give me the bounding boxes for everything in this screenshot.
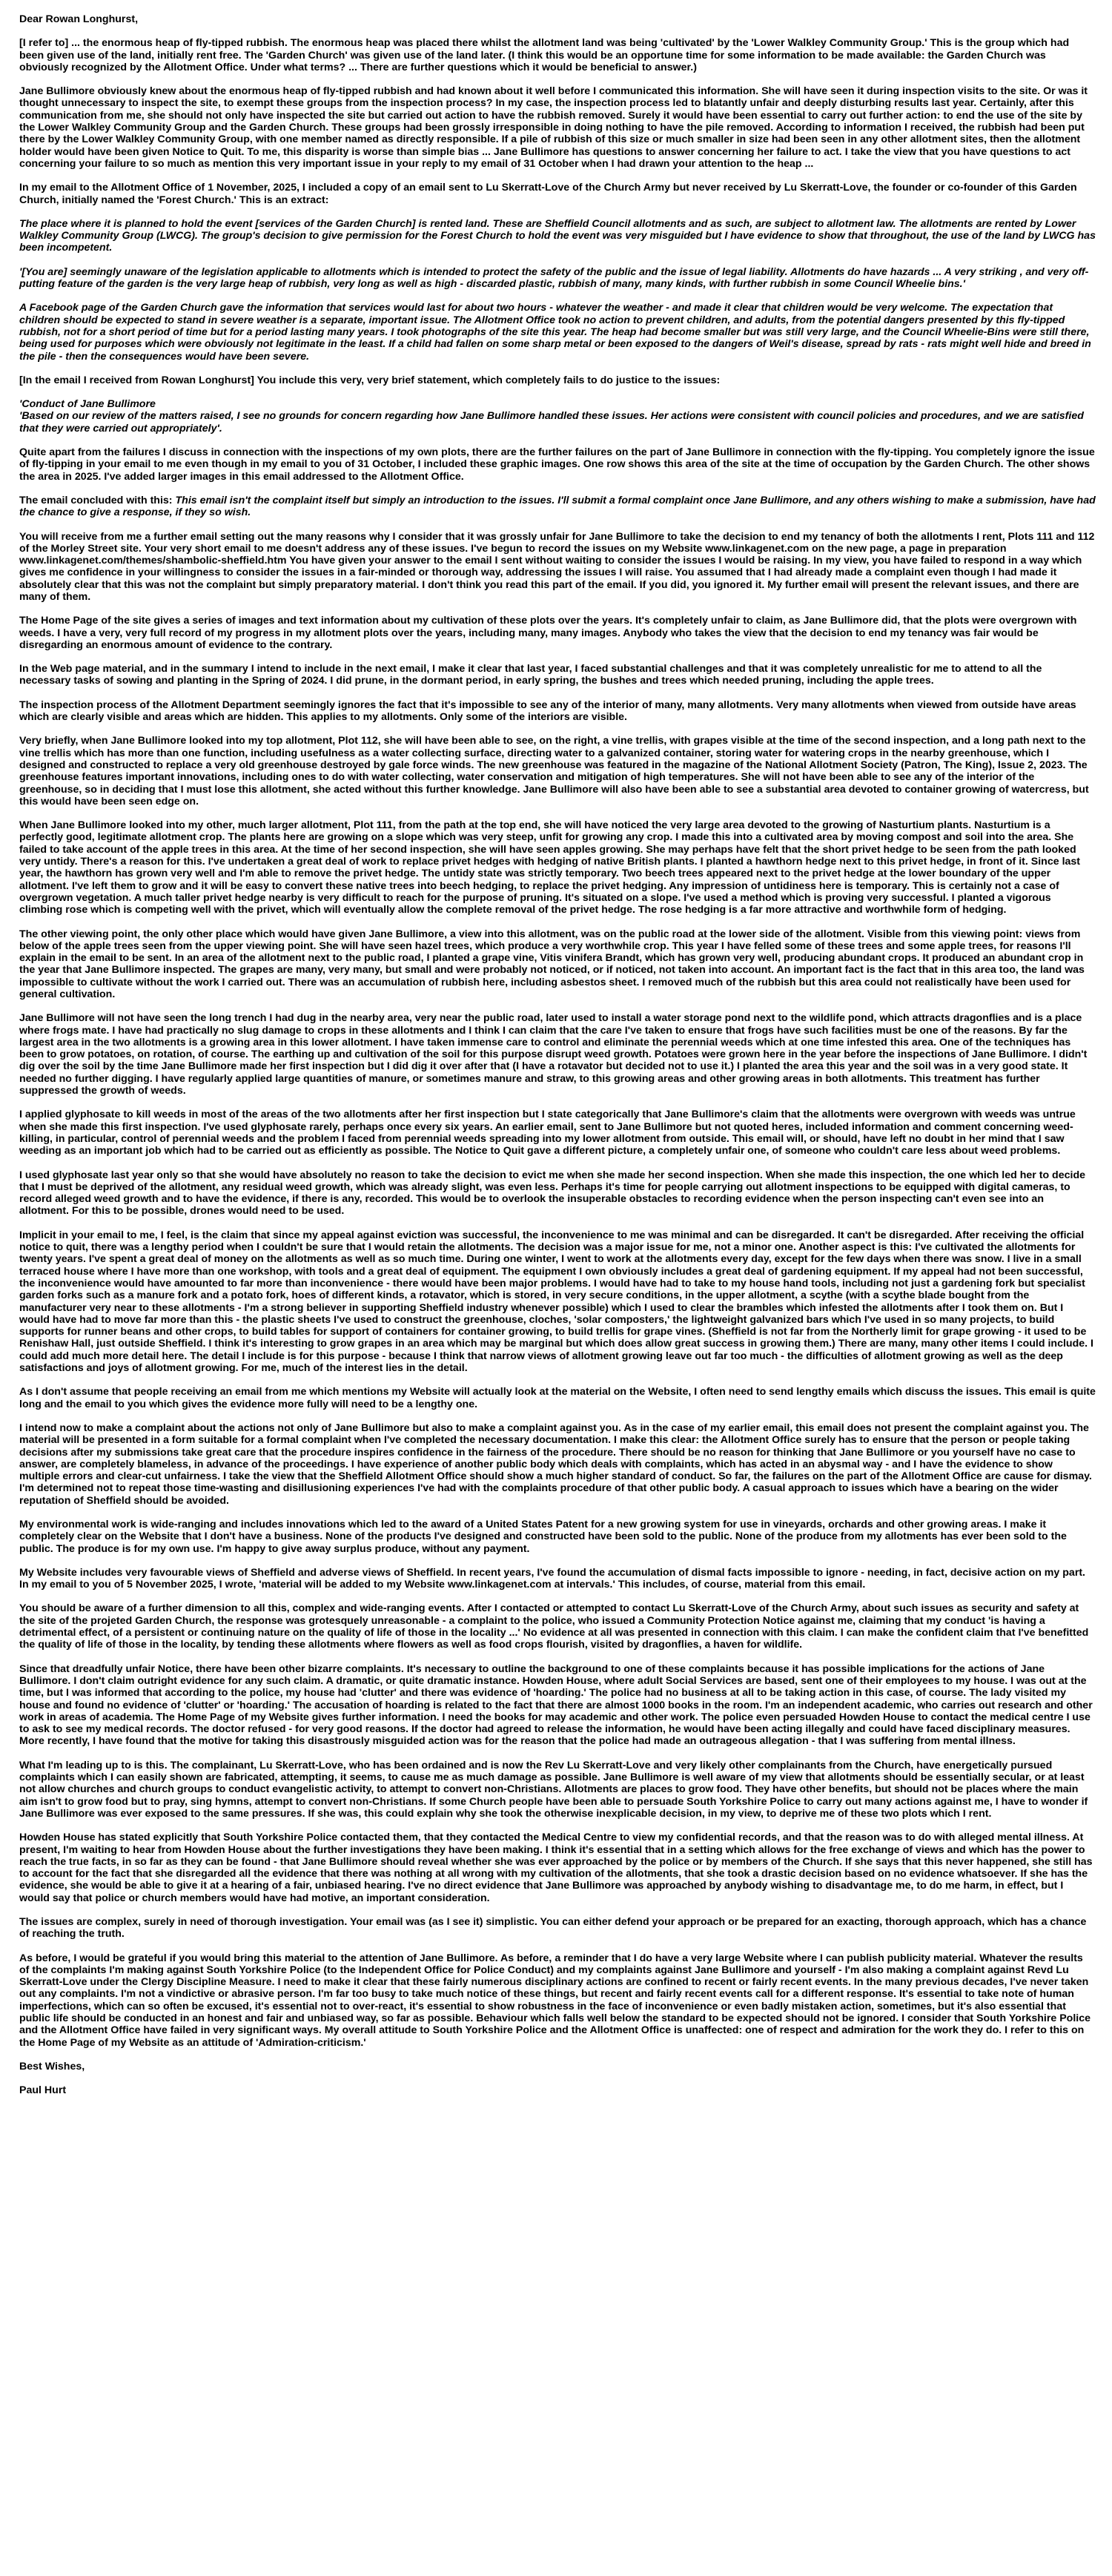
paragraph (19, 663, 1096, 687)
paragraph-text: 'Based on our review of the matters raised, I see no grounds for concern regarding how Jane Bullimore handled these issues. Her actions were consistent with council policies and procedures, and we are satisfied that they were carried out appropriately'. (19, 410, 1084, 435)
paragraph (19, 1422, 1096, 1507)
paragraph-text: As I don't assume that people receiving an email from me which mentions my Website will actually look at the material on the Website, I often need to send lengthy emails which discuss the issues. This email is quite long and the email to you which gives the evidence more fully will need to be a lengthy one. (19, 1386, 1096, 1410)
paragraph-text: I intend now to make a complaint about the actions not only of Jane Bullimore but also to make a complaint against you. As in the case of my earlier email, this email does not present the complaint against you. The material will be presented in a form suitable for a formal complaint when I've completed the necessary documentation. I make this clear: the Allotment Office surely has to ensure that the person or people taking decisions after my submissions take great care that the procedure inspires confidence in the fairness of the procedure. There should be no reason for thinking that Jane Bullimore or you yourself have no case to answer, are completely blameless, in advance of the proceedings. I have experience of another public body which deals with complaints, which has acted in an abysmal way - and I have the evidence to show multiple errors and clear-cut unfairness. I take the view that the Sheffield Allotment Office should show a much higher standard of conduct. So far, the failures on the part of the Allotment Office are cause for dismay. I'm determined not to repeat those time-wasting and disillusioning experiences I've had with the complaints procedure of that other public body. A casual approach to issues which have a bearing on the wider reputation of Sheffield should be avoided. (19, 1421, 1092, 1507)
paragraph-text: Howden House has stated explicitly that South Yorkshire Police contacted them, that they contacted the Medical Centre to view my confidential records, and that the reason was to do with alleged mental illness. At present, I'm waiting to hear from Howden House about the further investigations they have been making. I think it's essential that in a setting which allows for the free exchange of views and which has the power to reach the true facts, in so far as they can be found - that Jane Bullimore should reveal whether she was ever approached by the police or by members of the Church. If she says that this never happened, she still has to account for the fact that she disregarded all the evidence that there was nothing at all wrong with my cultivation of the allotments, that she took a drastic decision based on no evidence whatsoever. If she has the evidence, she would be able to give it at a hearing of a fair, unbiased hearing. I've no direct evidence that Jane Bullimore was approached by anybody wishing to disadvantage me, to do me harm, in effect, but I would say that police or church members would have had motive, an important consideration. (19, 1832, 1093, 1904)
paragraph (19, 302, 1096, 362)
paragraph (19, 1169, 1096, 1218)
paragraph-text: The inspection process of the Allotment Department seemingly ignores the fact that it's impossible to see any of the interior of many, many allotments. Very many allotments when viewed from outside have areas which are clearly visible and areas which are hidden. This applies to my allotments. Only some of the interiors are visible. (19, 699, 1076, 724)
paragraph (19, 615, 1096, 651)
paragraph (19, 1663, 1096, 1748)
paragraph-text: [In the email I received from Rowan Longhurst] You include this very, very brief statement, which completely fails to do justice to the issues: (19, 374, 721, 386)
paragraph-text: I used glyphosate last year only so that she would have absolutely no reason to take the decision to evict me when she made her second inspection. When she made this inspection, the one which led her to decide that I must be deprived of the allotment, any residual weed growth, which was already slight, was even less. Perhaps it's time for people carrying out allotment inspections to be equipped with digital cameras, to record alleged weed growth and to have the evidence, if there is any, recorded. This would be to overlook the insuperable obstacles to recording evidence when the person inspecting can't even see into an allotment. For this to be possible, drones would need to be used. (19, 1169, 1085, 1218)
paragraph (19, 37, 1096, 73)
paragraph-text: [I refer to] ... the enormous heap of fly-tipped rubbish. The enormous heap was placed there whilst the allotment land was being 'cultivated' by the 'Lower Walkley Community Group.' This is the group which had been given use of the land, initially rent free. The 'Garden Church' was given use of the land later. (I think this would be an opportune time for some information to be made available: the Garden Church was obviously recognized by the Allotment Office. Under what terms? ... There are further questions which it would be beneficial to answer.) (19, 37, 1070, 73)
paragraph-text: '[You are] seemingly unaware of the legislation applicable to allotments which is intended to protect the safety of the public and the issue of legal liability. Allotments do have hazards ... A very striking , and very off-putting feature of the garden is the very large heap of rubbish, very long as well as high - discarded plastic, rubbish of many, many kinds, with further rubbish in some Council Wheelie bins.' (19, 265, 1089, 291)
paragraph-text: You should be aware of a further dimension to all this, complex and wide-ranging events. After I contacted or attempted to contact Lu Skerratt-Love of the Church Army, about such issues as security and safety at the site of the projeted Garden Church, the response was grotesquely unreasonable - a complaint to the police, who issued a Community Protection Notice against me, claiming that my conduct 'is having a detrimental effect, of a persistent or continuing nature on the quality of life of those in the locality ...' No evidence at all was presented in connection with this claim. I can make the confident claim that I've benefitted the quality of life of those in the locality, by tending these allotments where flowers as well as food crops flourish, visited by dragonflies, a haven for wildlife. (19, 1602, 1089, 1651)
paragraph-text: Implicit in your email to me, I feel, is the claim that since my appeal against eviction was successful, the inconvenience to me was minimal and can be disregarded. It can't be disregarded. After receiving the official notice to quit, there was a lengthy period when I couldn't be sure that I would retain the allotments. The decision was a major issue for me, not a minor one. Another aspect is this: I've cultivated the allotments for twenty years. I've spent a great deal of money on the allotments as well as so much time. During one winter, I went to work at the allotments every day, except for the few days when there was snow. I live in a small terraced house where I have more than one workshop, with tools and a great deal of equipment. The equipment I own obviously includes a great deal of gardening equipment. If my appeal had not been successful, the inconvenience would have amounted to far more than inconvenience - there would have been major problems. I would have had to take to my house hand tools, including not just a gardening fork but specialist garden forks such as a manure fork and a potato fork, hoes of different kinds, a rotavator, which is stored, in very secure conditions, in the upper allotment, a scythe (with a scythe blade bought from the manufacturer very near to these allotments - I'm a strong believer in supporting Sheffield industry whenever possible) which I used to clear the brambles which infested the allotments after I took them on. But I would have had to move far more than this - the plastic sheets I've used to construct the greenhouse, cloches, 'solar composters,' the lightweight galvanized bars which I've used in so many projects, to build supports for runner beans and other crops, to build tables for support of containers for container growing, to build trellis for grape vines. (Sheffield is not far from the Northerly limit for grape growing - it used to be Renishaw Hall, just outside Sheffield. I think it's interesting to grow grapes in an area which may be marginal but which does allow great success in growing them.) There are many, many other items I could include. I could add much more detail here. The detail I include is for this purpose - because I think that narrow views of allotment growing leave out far too much - the difficulties of allotment growing as well as the deep satisfactions and joys of allotment growing. For me, much of the interest lies in the detail. (19, 1229, 1093, 1375)
paragraph-text: What I'm leading up to is this. The complainant, Lu Skerratt-Love, who has been ordained and is now the Rev Lu Skerratt-Love and very likely other complainants from the Church, have energetically pursued complaints which I can easily shown are fabricated, attempting, it seems, to cause me as much damage as possible. Jane Bullimore is well aware of my view that allotments should be essentially secular, or at least not allow churches and church groups to conduct evangelistic activity, to attempt to convert non-Christians. Allotments are places to grow food. They have other benefits, but should not be places where the main aim isn't to grow food but to pray, sing hymns, attempt to convert non-Christians. If some Church people have been able to persuade South Yorkshire Police to carry out many actions against me, I have to wonder if Jane Bullimore was ever exposed to the same pressures. If she was, this could explain why she took the otherwise inexplicable decision, in my view, to deprive me of these two plots which I rent. (19, 1759, 1088, 1820)
paragraph-text: A Facebook page of the Garden Church gave the information that services would last for about two hours - whatever the weather - and made it clear that children would be very welcome. The expectation that children should be expected to stand in severe weather is a separate, important issue. The Allotment Office took no action to prevent children, and adults, from the potential dangers presented by this fly-tipped rubbish, not for a short period of time but for a period lasting many years. I took photographs of the site this year. The heap had become smaller but was still very large, and the Council Wheelie-Bins were still there, being used for purposes which were obviously not legitimate in the least. If a child had fallen on some sharp metal or been exposed to the dangers of Weil's disease, spread by rats - rats might well hide and breed in the pile - then the consequences would have been severe. (19, 302, 1091, 363)
paragraph (19, 531, 1096, 604)
paragraph-text: When Jane Bullimore looked into my other, much larger allotment, Plot 111, from the path at the top end, she will have noticed the very large area devoted to the growing of Nasturtium plants. Nasturtium is a perfectly good, legitimate allotment crop. The plants here are growing on a slope which was very steep, unfit for growing any crop. I made this into a cultivated area by moving compost and soil into the area. She failed to take account of the apple trees in this area. At the time of her second inspection, she will have seen apples growing. She may perhaps have felt that the short privet hedge to be seen from the path looked very untidy. There's a reason for this. I've undertaken a great deal of work to replace privet hedges with hedging of native British plants. I planted a hawthorn hedge next to this privet hedge, in front of it. Since last year, the hawthorn has grown very well and I'm able to remove the privet hedge. The untidy state was strictly temporary. Two beech trees appeared next to the privet hedge at the lower boundary of the upper allotment. I've left them to grow and it will be easy to convert these native trees into beech hedging, to replace the privet hedging. Any impression of untidiness here is temporary. This is certainly not a case of overgrown vegetation. A much taller privet hedge nearby is very difficult to reach for the purpose of pruning. It's situated on a slope. I've used a method which is proving very successful. I planted a vigorous climbing rose which is competing well with the privet, which will eventually allow the complete removal of the privet hedge. The rose hedging is a far more attractive and worthwhile form of hedging. (19, 819, 1081, 917)
paragraph (19, 398, 1096, 410)
paragraph (19, 495, 1096, 519)
paragraph (19, 1012, 1096, 1097)
paragraph-italic-text: This email isn't the complaint itself but simply an introduction to the issues. I'll submit a formal complaint once Jane Bullimore, and any others wishing to make a submission, have had the chance to give a response, if they so wish. (19, 494, 1096, 519)
closing: Best Wishes, (19, 2060, 85, 2073)
paragraph-text: My Website includes very favourable views of Sheffield and adverse views of Sheffield. In recent years, I've found the accumulation of dismal facts impossible to ignore - needing, in fact, decisive action on my part. In my email to you of 5 November 2025, I wrote, 'material will be added to my Website www.linkagenet.com at intervals.' This includes, of course, material from this email. (19, 1566, 1086, 1591)
paragraph-text: I applied glyphosate to kill weeds in most of the areas of the two allotments after her first inspection but I state categorically that Jane Bullimore's claim that the allotments were overgrown with weeds was untrue when she made this first inspection. I've used glyphosate rarely, perhaps once every six years. An earlier email, sent to Jane Bullimore but not quoted heres, included information and comment concerning weed-killing, in particular, control of perennial weeds and the problem I faced from perennial weeds spreading into my lower allotment from outside. This email will, or should, have left no doubt in her mind that I saw weeding as an important job which had to be carried out as efficiently as possible. The Notice to Quit gave a different picture, a completely unfair one, of someone who couldn't care less about weed problems. (19, 1109, 1076, 1157)
letter-body (19, 37, 1096, 2049)
paragraph (19, 1519, 1096, 1555)
paragraph (19, 1109, 1096, 1157)
paragraph (19, 218, 1096, 254)
paragraph (19, 374, 1096, 386)
paragraph-text: In the Web page material, and in the summary I intend to include in the next email, I make it clear that last year, I faced substantial challenges and that it was completely unrealistic for me to attend to all the necessary tasks of sowing and planting in the Spring of 2024. I did prune, in the dormant period, in early spring, the bushes and trees which needed pruning, including the apple trees. (19, 663, 1042, 687)
paragraph (19, 819, 1096, 916)
paragraph (19, 1952, 1096, 2049)
paragraph (19, 446, 1096, 483)
paragraph-text: The other viewing point, the only other place which would have given Jane Bullimore, a view into this allotment, was on the public road at the lower side of the allotment. Visible from this viewing point: views from below of the apple trees seen from the upper viewing point. She will have seen hazel trees, which produce a very worthwhile crop. This year I have felled some of these trees and some apple trees, for reasons I'll explain in the email to be sent. In an area of the allotment next to the public road, I planted a grape vine, Vitis vinifera Brandt, which has grown very well, producing abundant crops. It produced an abundant crop in the year that Jane Bullimore inspected. The grapes are many, very many, but small and were probably not noticed, or if noticed, not taken into account. An important fact is the fact that in this area too, the land was impossible to cultivate without the work I carried out. There was an accumulation of rubbish here, including asbestos sheet. I removed much of the rubbish but this area could not realistically have been used for general cultivation. (19, 928, 1085, 1000)
paragraph (19, 699, 1096, 724)
paragraph (19, 85, 1096, 170)
paragraph-text: Jane Bullimore obviously knew about the enormous heap of fly-tipped rubbish and had known about it well before I communicated this information. She will have seen it during inspection visits to the site. Or was it thought unnecessary to inspect the site, to exempt these groups from the inspection process? In my case, the inspection process led to blatantly unfair and deeply disturbing results last year. Certainly, after this communication from me, she should not only have inspected the site but carried out action to have the rubbish removed. Surely it would have been essential to carry out further action: to end the use of the site by the Lower Walkley Community Group and the Garden Church. These groups had been grossly irresponsible in doing nothing to have the pile removed. According to information I received, the rubbish had been put there by the Lower Walkley Community Group, with one member named as directly responsible. If a pile of rubbish of this size or much smaller in size had been seen in any other allotment sites, then the allotment holder would have been given Notice to Quit. To me, this disparity is worse than simple bias ... Jane Bullimore has questions to answer concerning her failure to act. I take the view that you have questions to act concerning your failure to so much as mention this very important issue in your reply to my email of 31 October when I had drawn your attention to the heap ... (19, 85, 1088, 170)
paragraph-text: You will receive from me a further email setting out the many reasons why I consider that it was grossly unfair for Jane Bullimore to take the decision to end my tenancy of both the allotments I rent, Plots 111 and 112 of the Morley Street site. Your very short email to me doesn't address any of these issues. I've begun to record the issues on my Website www.linkagenet.com on the new page, a page in preparation www.linkagenet.com/themes/shambolic-sheffield.htm You have given your answer to the email I sent without waiting to consider the issues I would be raising. In my view, you have failed to respond in a way which gives me confidence in your willingness to consider the issues in a fair-minded or thorough way, addressing the issues I will raise. You assumed that I had already made a complaint even though I had made it absolutely clear that this was not the complaint but simply preparatory material. I don't think you read this part of the email. If you did, you ignored it. My further email will present the relevant issues, and there are many of them. (19, 530, 1095, 603)
paragraph-text: 'Conduct of Jane Bullimore (19, 398, 156, 411)
paragraph-text: The email concluded with this: (19, 494, 176, 506)
paragraph (19, 182, 1096, 206)
paragraph-text: Since that dreadfully unfair Notice, there have been other bizarre complaints. It's necessary to outline the background to one of these complaints because it has possible implications for the actions of Jane Bullimore. I don't claim outright evidence for any such claim. A dramatic, or quite dramatic instance. Howden House, where adult Social Services are based, sent one of their employees to my house. I was out at the time, but I was informed that according to the police, my house had 'clutter' and there was evidence of 'hoarding.' The police had no business at all to be taking action in this case, of course. The lady visited my house and found no evidence of 'clutter' or 'hoarding.' The accusation of hoarding is related to the fact that there are almost 1000 books in the room. I'm an independent academic, who carries out research and other work in areas of academia. The Home Page of my Website gives further information. I need the books for may academic and other work. The police even persuaded Howden House to contact the medical centre I use to ask to see my medical records. The doctor refused - for very good reasons. If the doctor had agreed to release the information, he would have been acting illegally and could have faced disciplinary measures. More recently, I have found that the motive for taking this disastrously misguided action was for the reason that the police had made an outrageous allegation - that I was suffering from mental illness. (19, 1662, 1093, 1748)
paragraph (19, 410, 1096, 435)
paragraph-text: The Home Page of the site gives a series of images and text information about my cultivation of these plots over the years. It's completely unfair to claim, as Jane Bullimore did, that the plots were overgrown with weeds. I have a very, very full record of my progress in my allotment plots over the years, including many, many images. Anybody who takes the view that the decision to end my tenancy was fair would be disregarding an enormous amount of evidence to the contrary. (19, 615, 1077, 651)
paragraph-text: In my email to the Allotment Office of 1 November, 2025, I included a copy of an email sent to Lu Skerratt-Love of the Church Army but never received by Lu Skerratt-Love, the founder or co-founder of this Garden Church, initially named the 'Forest Church.' This is an extract: (19, 182, 1077, 206)
paragraph (19, 1760, 1096, 1820)
paragraph (19, 1832, 1096, 1904)
paragraph-text: The issues are complex, surely in need of thorough investigation. Your email was (as I see it) simplistic. You can either defend your approach or be prepared for an exacting, thorough approach, which has a chance of reaching the truth. (19, 1916, 1087, 1941)
paragraph (19, 1602, 1096, 1651)
paragraph (19, 928, 1096, 1001)
paragraph (19, 266, 1096, 291)
paragraph-text: Very briefly, when Jane Bullimore looked into my top allotment, Plot 112, she will have been able to see, on the right, a vine trellis, with grapes visible at the time of the second inspection, and a long path next to the vine trellis which has more than one function, including usefulness as a water collecting surface, directing water to a galvanized container, storing water for watering crops in the nearby greenhouse, which I designed and constructed to replace a very old greenhouse destroyed by gale force winds. The new greenhouse was featured in the magazine of the National Allotment Society (Patron, The King), Issue 2, 2023. The greenhouse features important innovations, including ones to do with water collecting, water conservation and mitigation of high temperatures. She will not have been able to see any of the interior of the greenhouse, so in deciding that I must lose this allotment, she acted without this further knowledge. Jane Bullimore will also have been able to see a substantial area devoted to container growing of watercress, but this would have been seen edge on. (19, 735, 1089, 808)
paragraph (19, 1916, 1096, 1941)
signature: Paul Hurt (19, 2084, 67, 2097)
paragraph (19, 1229, 1096, 1375)
paragraph (19, 1567, 1096, 1591)
paragraph-text: My environmental work is wide-ranging and includes innovations which led to the award of a United States Patent for a new growing system for use in vineyards, orchards and other growing areas. I make it completely clear on the Website that I don't have a business. None of the products I've designed and constructed have been sold to the public. None of the produce from my allotments has ever been sold to the public. The produce is for my own use. I'm happy to give away surplus produce, without any payment. (19, 1518, 1067, 1555)
paragraph-text: As before, I would be grateful if you would bring this material to the attention of Jane Bullimore. As before, a reminder that I do have a very large Website where I can publish publicity material. Whatever the results of the complaints I'm making against South Yorkshire Police (to the Independent Office for Police Conduct) and my complaints against Jane Bullimore and yourself - I'm also making a complaint against Revd Lu Skerratt-Love under the Clergy Discipline Measure. I need to make it clear that these fairly numerous disciplinary actions are confined to recent or fairly recent events. In the many previous decades, I've never taken out any complaints. I'm not a vindictive or abrasive person. I'm far too busy to take much notice of these things, but recent and fairly recent events call for a different response. It's essential to take note of human imperfections, which can so often be excused, it's essential not to over-react, it's essential to show robustness in the face of inconvenience or even badly mistaken action, sometimes, but it's also essential that public life should be conducted in an honest and fair and unbiased way, so far as possible. Behaviour which falls well below the standard to be expected should not be ignored. I consider that South Yorkshire Police and the Allotment Office have failed in very significant ways. My overall attitude to South Yorkshire Police and the Allotment Office is unaffected: one of respect and admiration for the work they do. I refer to this on the Home Page of my Website as an attitude of 'Admiration-criticism.' (19, 1952, 1091, 2049)
paragraph-text: Quite apart from the failures I discuss in connection with the inspections of my own plots, there are the further failures on the part of Jane Bullimore in connection with the fly-tipping. You completely ignore the issue of fly-tipping in your email to me even though in my email to you of 31 October, I included these graphic images. One row shows this area of the site at the time of occupation by the Garden Church. The other shows the area in 2025. I've added larger images in this email addressed to the Allotment Office. (19, 446, 1095, 483)
paragraph-text: Jane Bullimore will not have seen the long trench I had dug in the nearby area, very near the public road, later used to install a water storage pond next to the wildlife pond, which attracts dragonflies and is a place where frogs mate. I have had practically no slug damage to crops in these allotments and I think I can claim that the care I've taken to ensure that frogs have such facilities must be one of the reasons. By far the largest area in the two allotments is a growing area in this lower allotment. I have taken immense care to control and eliminate the perennial weeds which at one time infested this area. One of the techniques has been to grow potatoes, on rotation, of course. The earthing up and cultivation of the soil for this purpose disrupt weed growth. Potatoes were grown here in the year before the inspections of Jane Bullimore. I didn't dig over the soil by the time Jane Bullimore made her first inspection but I did dig it over after that (I have a rotavator but decided not to use it.) I planted the area this year and the soil was in a very good state. It needed no further digging. I have regularly applied large quantities of manure, or sometimes manure and straw, to this growing areas and other growing areas in both allotments. This treatment has further suppressed the growth of weeds. (19, 1012, 1088, 1097)
paragraph (19, 1386, 1096, 1410)
paragraph-text: The place where it is planned to hold the event [services of the Garden Church] is rented land. These are Sheffield Council allotments and as such, are subject to allotment law. The allotments are rented by Lower Walkley Community Group (LWCG). The group's decision to give permission for the Forest Church to hold the event was very misguided but I have evidence to show that throughout, the use of the land by LWCG has been incompetent. (19, 217, 1096, 254)
paragraph (19, 735, 1096, 808)
salutation: Dear Rowan Longhurst, (19, 13, 139, 25)
